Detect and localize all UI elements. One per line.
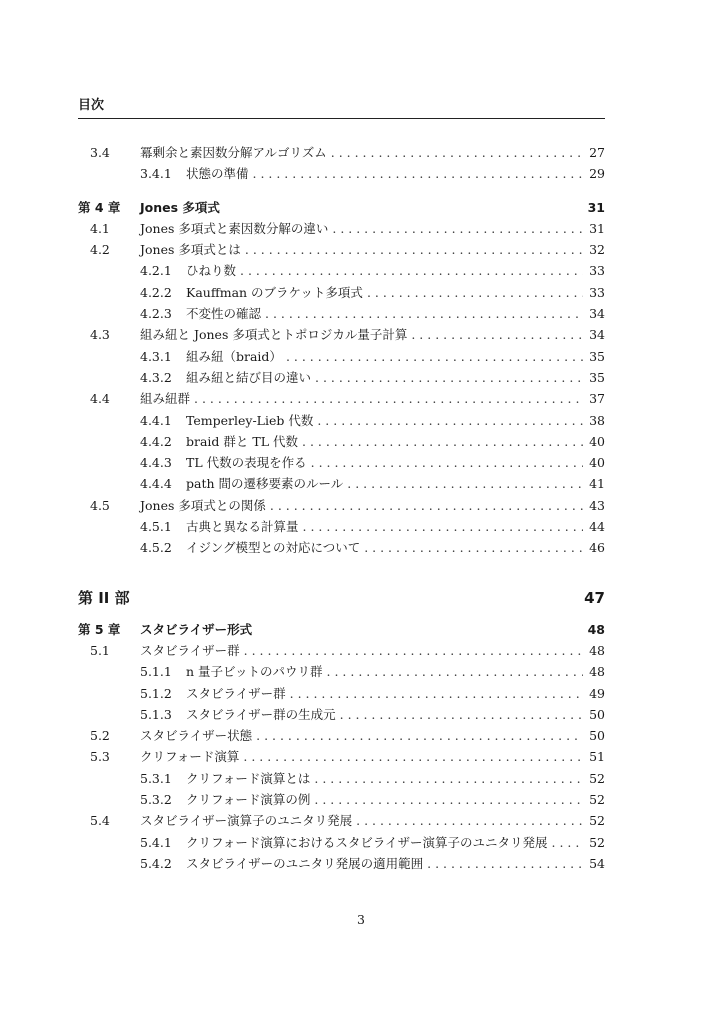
leader-dots	[303, 516, 583, 537]
leader-dots	[270, 495, 583, 516]
section-title: path 間の遷移要素のルール	[186, 476, 344, 492]
page-number: 33	[589, 284, 605, 300]
section-number: 4.2.3	[140, 306, 172, 322]
toc-entry[interactable]	[78, 410, 605, 431]
toc-entry[interactable]	[78, 768, 605, 789]
section-title: スタビライザー群の生成元	[186, 706, 336, 722]
leader-dots	[317, 410, 583, 431]
section-title: Temperley-Lieb 代数	[186, 412, 314, 428]
page-number: 37	[589, 391, 605, 407]
leader-dots	[427, 853, 583, 874]
toc-entry[interactable]	[78, 452, 605, 473]
page-number: 31	[587, 199, 605, 215]
section-number: 3.4.1	[140, 166, 172, 182]
page-number: 46	[589, 540, 605, 556]
toc-entry[interactable]	[78, 218, 605, 239]
page-number: 29	[589, 166, 605, 182]
section-title: クリフォード演算におけるスタビライザー演算子のユニタリ発展	[186, 834, 548, 850]
page-number: 34	[589, 306, 605, 322]
section-number: 5.1	[90, 642, 110, 658]
toc-entry[interactable]	[78, 832, 605, 853]
toc-entry[interactable]	[78, 473, 605, 494]
header-title: 目次	[78, 98, 105, 113]
leader-dots	[552, 832, 583, 853]
toc-entry[interactable]	[78, 810, 605, 831]
page-number: 34	[589, 327, 605, 343]
page-number: 48	[587, 621, 605, 637]
toc-entry[interactable]	[78, 746, 605, 767]
page-number: 35	[589, 369, 605, 385]
page-number: 38	[589, 412, 605, 428]
toc-entry[interactable]	[78, 853, 605, 874]
leader-dots	[332, 218, 583, 239]
section-number: 4.4.1	[140, 412, 172, 428]
leader-dots	[253, 163, 583, 184]
chapter-heading[interactable]	[78, 619, 605, 640]
page-number: 48	[589, 664, 605, 680]
toc-entry[interactable]	[78, 640, 605, 661]
section-number: 4.4.2	[140, 433, 172, 449]
section-number: 5.4.2	[140, 855, 172, 871]
section-number: 4.3.1	[140, 348, 172, 364]
page-number: 40	[589, 433, 605, 449]
toc-entry[interactable]	[78, 367, 605, 388]
page-number: 52	[589, 770, 605, 786]
page-number: 27	[589, 145, 605, 160]
page-number: 48	[589, 642, 605, 658]
toc-entry[interactable]	[78, 516, 605, 537]
page-number: 31	[589, 220, 605, 236]
section-title: 不変性の確認	[186, 306, 262, 322]
section-title: Jones 多項式との関係	[140, 497, 266, 513]
page-number: 44	[589, 519, 605, 535]
footer-page-number: 3	[357, 912, 365, 927]
leader-dots	[245, 239, 583, 260]
section-number: 4.2	[90, 242, 110, 258]
page-number: 50	[589, 728, 605, 744]
section-title: 冪剰余と素因数分解アルゴリズム	[140, 145, 327, 160]
page-number: 52	[589, 834, 605, 850]
chapter-heading[interactable]	[78, 197, 605, 218]
toc-entry[interactable]	[78, 704, 605, 725]
toc-entry[interactable]	[78, 661, 605, 682]
page-number: 41	[589, 476, 605, 492]
leader-dots	[340, 704, 583, 725]
chapter-title: Jones 多項式	[140, 199, 220, 215]
section-title: 組み紐群	[140, 391, 191, 407]
section-title: Kauffman のブラケット多項式	[186, 284, 363, 300]
page-number: 32	[589, 242, 605, 258]
leader-dots	[347, 473, 583, 494]
page-header	[78, 96, 605, 119]
toc-entry[interactable]	[78, 431, 605, 452]
section-number: 4.4	[90, 391, 110, 407]
leader-dots	[314, 789, 583, 810]
page-number: 47	[584, 588, 605, 607]
page-number: 54	[589, 855, 605, 871]
page-number: 35	[589, 348, 605, 364]
section-title: braid 群と TL 代数	[186, 433, 298, 449]
toc-entry[interactable]	[78, 537, 605, 558]
section-number: 5.4	[90, 813, 110, 829]
section-number: 4.5.2	[140, 540, 172, 556]
section-number: 5.1.1	[140, 664, 172, 680]
section-title: クリフォード演算の例	[186, 792, 311, 808]
section-title: スタビライザー演算子のユニタリ発展	[140, 813, 353, 829]
section-title: 古典と異なる計算量	[186, 519, 299, 535]
part-label: 第 II 部	[78, 588, 130, 607]
section-title: ひねり数	[186, 263, 237, 279]
leader-dots	[356, 810, 583, 831]
section-number: 4.4.4	[140, 476, 172, 492]
section-number: 5.4.1	[140, 834, 172, 850]
section-title: 組み紐と結び目の違い	[186, 369, 312, 385]
page-number: 50	[589, 706, 605, 722]
section-number: 5.3.2	[140, 792, 172, 808]
table-of-contents	[78, 142, 605, 874]
section-number: 4.1	[90, 220, 110, 236]
section-number: 4.3.2	[140, 369, 172, 385]
chapter-label: 第 5 章	[78, 621, 121, 637]
leader-dots	[244, 640, 583, 661]
section-number: 4.2.1	[140, 263, 172, 279]
toc-entry[interactable]	[78, 324, 605, 345]
section-title: スタビライザー群	[186, 685, 286, 701]
leader-dots	[194, 388, 583, 409]
page-number: 49	[589, 685, 605, 701]
chapter-label: 第 4 章	[78, 199, 121, 215]
leader-dots	[411, 324, 583, 345]
toc-entry[interactable]	[78, 163, 605, 184]
toc-entry[interactable]	[78, 725, 605, 746]
page-number: 43	[589, 497, 605, 513]
leader-dots	[331, 142, 583, 163]
section-title: 組み紐と Jones 多項式とトポロジカル量子計算	[140, 327, 408, 343]
page-number: 33	[589, 263, 605, 279]
leader-dots	[240, 260, 583, 281]
section-number: 4.4.3	[140, 455, 172, 471]
leader-dots	[315, 367, 583, 388]
toc-entry[interactable]	[78, 239, 605, 260]
section-title: 状態の準備	[186, 166, 249, 182]
leader-dots	[364, 537, 583, 558]
page-number: 52	[589, 813, 605, 829]
section-number: 5.1.2	[140, 685, 172, 701]
section-title: イジング模型との対応について	[186, 540, 361, 556]
section-title: Jones 多項式と素因数分解の違い	[140, 220, 329, 236]
section-number: 5.3.1	[140, 770, 172, 786]
leader-dots	[314, 768, 583, 789]
section-number: 4.3	[90, 327, 110, 343]
leader-dots	[367, 282, 583, 303]
toc-entry[interactable]	[78, 282, 605, 303]
section-number: 4.5	[90, 497, 110, 513]
section-number: 3.4	[90, 145, 110, 160]
section-number: 5.1.3	[140, 706, 172, 722]
chapter-title: スタビライザー形式	[140, 621, 253, 637]
section-title: クリフォード演算	[140, 749, 240, 765]
leader-dots	[256, 725, 583, 746]
page-number: 51	[589, 749, 605, 765]
section-title: クリフォード演算とは	[186, 770, 311, 786]
toc-entry[interactable]	[78, 683, 605, 704]
leader-dots	[311, 452, 583, 473]
section-number: 5.3	[90, 749, 110, 765]
leader-dots	[290, 683, 583, 704]
toc-entry[interactable]	[78, 303, 605, 324]
leader-dots	[265, 303, 583, 324]
toc-entry[interactable]	[78, 346, 605, 367]
section-title: スタビライザー状態	[140, 728, 253, 744]
page-number: 52	[589, 792, 605, 808]
toc-entry[interactable]	[78, 142, 605, 163]
toc-entry[interactable]	[78, 260, 605, 281]
leader-dots	[327, 661, 583, 682]
page-number: 40	[589, 455, 605, 471]
section-number: 4.5.1	[140, 519, 172, 535]
section-title: TL 代数の表現を作る	[186, 455, 307, 471]
leader-dots	[286, 346, 583, 367]
section-title: スタビライザーのユニタリ発展の適用範囲	[186, 855, 424, 871]
section-title: Jones 多項式とは	[140, 242, 241, 258]
part-heading[interactable]	[78, 585, 605, 611]
section-title: 組み紐（braid）	[186, 348, 282, 364]
toc-entry[interactable]	[78, 388, 605, 409]
section-number: 5.2	[90, 728, 110, 744]
toc-entry[interactable]	[78, 495, 605, 516]
leader-dots	[302, 431, 583, 452]
section-title: スタビライザー群	[140, 642, 240, 658]
leader-dots	[243, 746, 583, 767]
section-number: 4.2.2	[140, 284, 172, 300]
toc-entry[interactable]	[78, 789, 605, 810]
section-title: n 量子ビットのパウリ群	[186, 664, 323, 680]
